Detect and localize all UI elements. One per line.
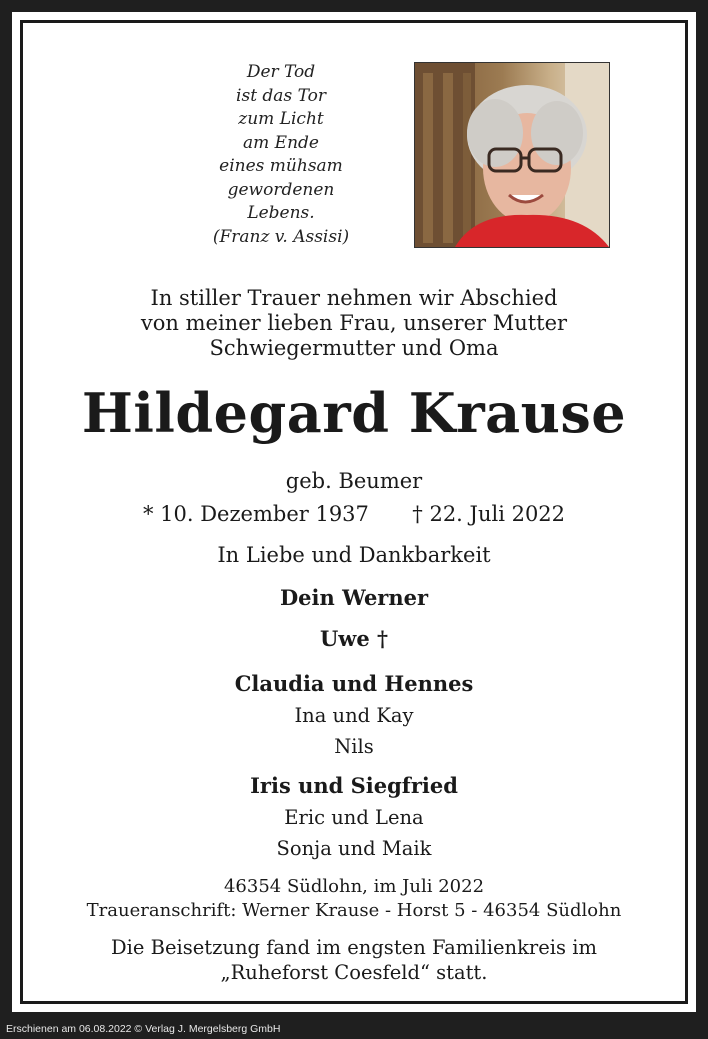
portrait-photo [414, 62, 610, 248]
poem-attribution: (Franz v. Assisi) [212, 226, 350, 247]
poem-line: am Ende [243, 132, 319, 153]
mourning-address: Traueranschrift: Werner Krause - Horst 5 - 46354 Südlohn [86, 900, 622, 921]
poem-line: gewordenen [227, 179, 335, 200]
place-date: 46354 Südlohn, im Juli 2022 [223, 876, 485, 897]
family-member: Eric und Lena [284, 806, 424, 829]
family-group-head: Iris und Siegfried [250, 773, 458, 798]
birth-date: * 10. Dezember 1937 [142, 502, 369, 526]
burial-note: Die Beisetzung fand im engsten Familienkreis im [111, 936, 597, 959]
birth-name: geb. Beumer [285, 469, 423, 493]
death-date: † 22. Juli 2022 [412, 502, 566, 526]
poem-line: Lebens. [247, 203, 315, 223]
poem-line: eines mühsam [219, 156, 343, 176]
intro-line: In stiller Trauer nehmen wir Abschied [150, 286, 558, 310]
closing-phrase: In Liebe und Dankbarkeit [217, 543, 491, 567]
burial-note: „Ruheforst Coesfeld“ statt. [220, 961, 488, 984]
family-group-head: Claudia und Hennes [234, 671, 474, 696]
publication-note: Erschienen am 06.08.2022 © Verlag J. Mergelsberg GmbH [6, 1023, 281, 1035]
spouse-name: Dein Werner [279, 585, 429, 610]
deceased-name: Hildegard Krause [81, 381, 627, 445]
obituary-page [12, 12, 696, 1012]
intro-line: Schwiegermutter und Oma [209, 336, 499, 360]
poem-line: ist das Tor [236, 85, 326, 106]
intro-line: von meiner lieben Frau, unserer Mutter [140, 311, 568, 335]
poem [201, 61, 361, 249]
obituary-frame [20, 20, 688, 1004]
portrait-illustration [415, 63, 609, 247]
family-member: Ina und Kay [294, 704, 414, 727]
son-name: Uwe † [319, 626, 389, 651]
life-dates [23, 502, 685, 526]
poem-line: zum Licht [238, 109, 324, 129]
family-member: Nils [334, 735, 374, 758]
poem-line: Der Tod [246, 62, 316, 82]
family-member: Sonja und Maik [276, 837, 432, 860]
